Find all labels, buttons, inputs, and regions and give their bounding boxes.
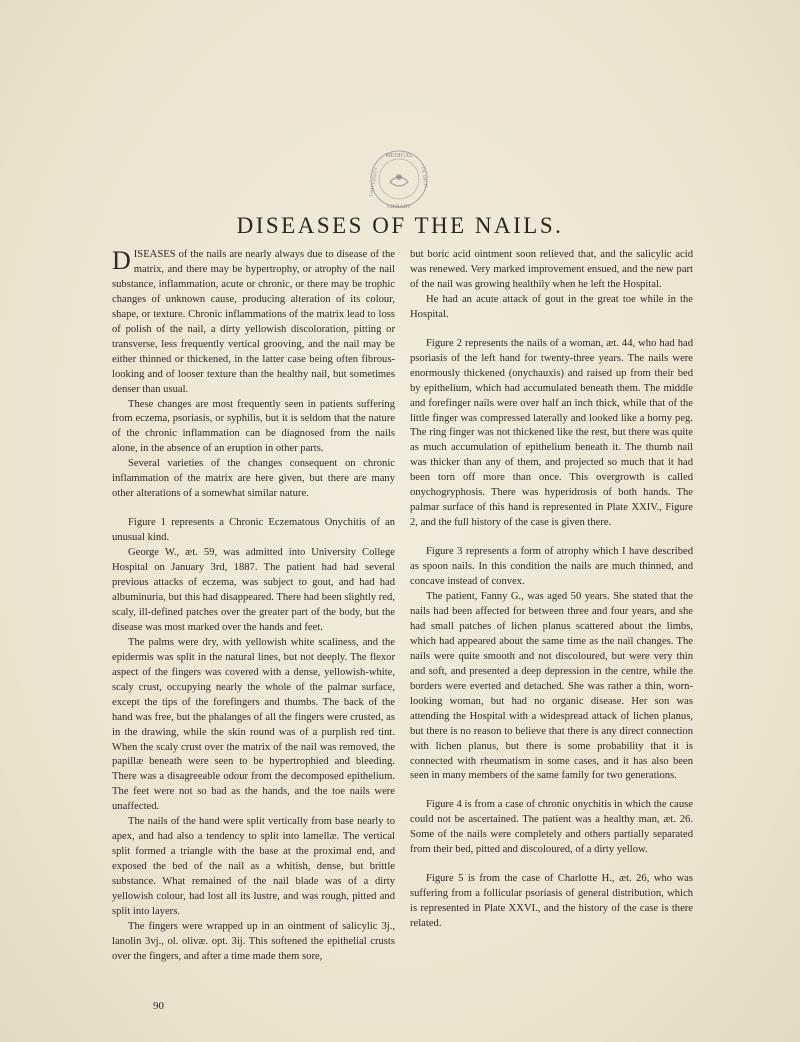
stamp-top-text: MEDICAL	[385, 153, 413, 159]
fig1-paragraph-3: The palms were dry, with yellowish white scaliness, and the epidermis was split in the natural lines, but not deeply. The flexor aspect of the fingers was covered with a dense, yellowish-white, scaly crust, occupying nearly the whole of the palmar surface, except the tips of the forefingers and thumbs. The back of the hand was free, but the phalanges of all the fingers were crusted, as in the drawing, while the skin round was of a purplish red tint. When the scaly crust over the matrix of the nail was removed, the papillæ beneath were seen to be hypertrophied and bleeding. There was a disagreeable odour from the decomposed epithelium. The feet were not so bad as the hands, and the toe nails were unaffected.	[112, 636, 395, 813]
intro-paragraph-3: Several varieties of the changes consequent on chronic inflammation of the matrix are here given, but there are many other alterations of a somewhat similar nature.	[112, 458, 395, 500]
page-number: 90	[153, 1000, 164, 1012]
library-stamp	[366, 146, 432, 212]
fig1-paragraph-2: George W., æt. 59, was admitted into University College Hospital on January 3rd, 1887. The patient had had several previous attacks of eczema, was subject to gout, and had had albuminuria, but this had disappeared. There had been slightly red, scaly, ill-defined patches over the greater part of the body, but the disease was most marked over the hands and feet.	[112, 547, 395, 633]
fig1-paragraph-6: but boric acid ointment soon relieved that, and the salicylic acid was renewed. Very marked improvement ensued, and the new part of the nail was growing healthily when he left the Hospital.	[410, 249, 693, 290]
fig5-paragraph-1: Figure 5 is from the case of Charlotte H., æt. 26, who was suffering from a follicular psoriasis of general distribution, which is represented in Plate XXVI., and the history of the case is there related.	[410, 873, 693, 930]
intro-paragraph-1	[112, 248, 395, 398]
fig3-paragraph-2: The patient, Fanny G., was aged 50 years. She stated that the nails had been affected for between three and four years, and she had small patches of lichen planus scattered about the limbs, which had appeared about the same time as the nail changes. The nails were quite smooth and not discoloured, but were very thin and soft, and presented a deep depression in the centre, while the borders were everted and detached. She was rather a thin, worn-looking woman, but had no organic disease. Her son was attending the Hospital with a widespread attack of lichen planus, but there is no reason to believe that there is any direct connection with lichen planus, but there is some probability that it is connected with rheumatism in some cases, and it has also been seen in many members of the same family for two generations.	[410, 591, 693, 782]
right-column	[410, 248, 693, 932]
fig3-paragraph-1: Figure 3 represents a form of atrophy which I have described as spoon nails. In this condition the nails are much thinned, and concave instead of convex.	[410, 546, 693, 588]
stamp-left-text: UNIVERSITY	[369, 166, 380, 198]
fig1-paragraph-7: He had an acute attack of gout in the great toe while in the Hospital.	[410, 293, 693, 320]
fig2-paragraph-1: Figure 2 represents the nails of a woman, æt. 44, who had had psoriasis of the left hand for twenty-three years. The nails were enormously thickened (onychauxis) and raised up from their bed by epithelium, which had accumulated beneath them. The middle and forefinger nails were over half an inch thick, while that of the little finger was compressed laterally and looked like a horny peg. The ring finger was not thickened like the rest, but there was quite as much accumulation of epithelium beneath it. The thumb nail was thicker than any of them, and projected so much that it had been torn off more than once. This overgrowth is called onychogryphosis. There was hyperidrosis of both hands. The palmar surface of this hand is represented in Plate XXIV., Figure 2, and the full history of the case is given there.	[410, 337, 693, 529]
fig4-paragraph-1: Figure 4 is from a case of chronic onychitis in which the cause could not be ascertained. The patient was a healthy man, æt. 26. Some of the nails were completely and others partially separated from their bed, pitted and discoloured, of a dirty yellow.	[410, 799, 693, 856]
fig1-paragraph-5: The fingers were wrapped up in an ointment of salicylic 3j., lanolin 3vj., ol. olivæ. opt. 3ij. This softened the epithelial crusts over the fingers, and after a time made them sore,	[112, 920, 395, 962]
stamp-bottom-text: LIBRARY	[387, 204, 411, 210]
fig1-paragraph-4: The nails of the hand were split vertically from base nearly to apex, and had also a tendency to split into lamellæ. The vertical split formed a triangle with the base at the proximal end, and exposed the bed of the nail as a whitish, dense, but brittle substance. What remained of the nail blade was of a dirty yellowish colour, had lost all its lustre, and was rough, pitted and split into layers.	[112, 816, 395, 917]
left-column	[112, 248, 395, 965]
page-title: DISEASES OF THE NAILS.	[236, 213, 564, 238]
stamp-right-text: OF MICH.	[419, 166, 428, 190]
fig1-paragraph-1: Figure 1 represents a Chronic Eczematous Onychitis of an unusual kind.	[112, 517, 395, 544]
intro-text-1: ISEASES of the nails are nearly always due to disease of the matrix, and there may be hypertrophy, or atrophy of the nail substance, inflammation, acute or chronic, or there may be trophic changes of unknown cause, producing alteration of its colour, shape, or texture. Chronic inflammations of the matrix lead to loss of polish of the nail, a dirty yellowish discoloration, pitting or transverse, less frequently vertical grooving, and the nail may be either thinned or thickened, in the latter case being often fibrous-looking and of looser texture than the healthy nail, but sometimes denser than usual.	[112, 249, 395, 395]
drop-cap: D	[112, 246, 131, 275]
intro-paragraph-2: These changes are most frequently seen in patients suffering from eczema, psoriasis, or syphilis, but it is seldom that the nature of the chronic inflammation can be diagnosed from the nails alone, in the absence of an eruption in other parts.	[112, 398, 395, 455]
